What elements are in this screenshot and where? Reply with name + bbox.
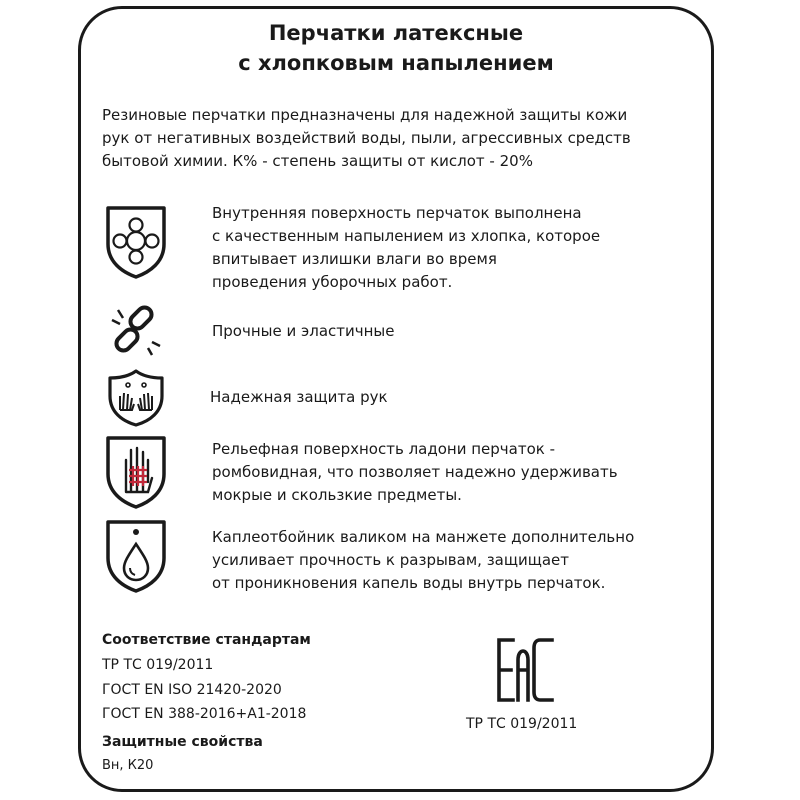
feature-text-drip-guard: Каплеотбойник валиком на манжете дополнительно усиливает прочность к разрывам, защищает от проникновения капель воды внутрь перчаток. <box>212 528 635 592</box>
title-line-1: Перчатки латексные <box>268 21 524 45</box>
feature-text-durable: Прочные и эластичные <box>212 322 395 340</box>
page-title <box>78 18 714 78</box>
intro-paragraph: Резиновые перчатки предназначены для надежной защиты кожи рук от негативных воздействий воды, пыли, агрессивных средств бытовой химии. К% - степень защиты от кислот - 20% <box>102 106 631 170</box>
water-drop-shield-icon <box>104 518 168 594</box>
standard-item: ГОСТ EN 388-2016+A1-2018 <box>102 706 307 722</box>
grip-glove-shield-icon <box>104 434 168 510</box>
standards-heading: Соответствие стандартам <box>102 632 311 648</box>
broken-chain-icon <box>108 302 164 358</box>
properties-heading: Защитные свойства <box>102 734 263 750</box>
properties-value: Вн, К20 <box>102 758 154 773</box>
eac-mark-icon <box>496 636 556 704</box>
cotton-shield-icon <box>104 204 168 280</box>
feature-text-protection: Надежная защита рук <box>210 388 388 406</box>
eac-caption: ТР ТС 019/2011 <box>466 716 578 732</box>
title-line-2: с хлопковым напылением <box>238 51 554 75</box>
standard-item: ТР ТС 019/2011 <box>102 657 214 673</box>
standard-item: ГОСТ EN ISO 21420-2020 <box>102 682 282 698</box>
feature-text-cotton: Внутренняя поверхность перчаток выполнена с качественным напылением из хлопка, которое впитывает излишки влаги во время проведения уборочных работ. <box>212 204 601 291</box>
feature-text-grip: Рельефная поверхность ладони перчаток - ромбовидная, что позволяет надежно удерживать мокрые и скользкие предметы. <box>212 440 618 504</box>
hands-shield-icon <box>106 368 166 428</box>
